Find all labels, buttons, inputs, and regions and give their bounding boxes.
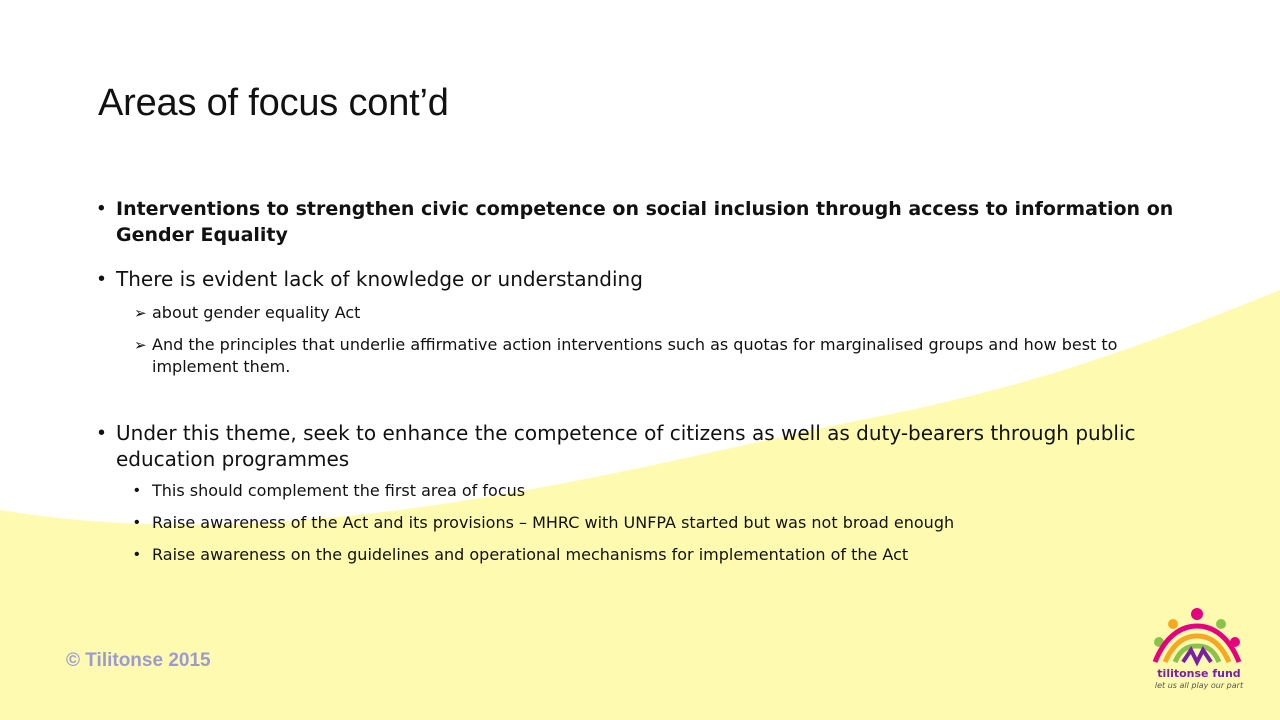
sub-bullet-item: • Raise awareness on the guidelines and operational mechanisms for implementation of the Act [98,544,1183,566]
slide-content [98,196,1183,566]
logo-name: tilitonse fund [1157,667,1241,680]
page-title: Areas of focus cont’d [98,82,449,124]
bullet-item: • Interventions to strengthen civic competence on social inclusion through access to information on Gender Equality [98,196,1183,248]
copyright-footer: © Tilitonse 2015 [66,650,211,671]
sub-bullet-item: • This should complement the first area of focus [98,480,1183,502]
arrow-sub-item: ➢ about gender equality Act [98,302,1183,324]
tilitonse-logo-icon [1145,604,1249,708]
logo-tagline: let us all play our part [1154,681,1244,690]
bullet-item: • Under this theme, seek to enhance the competence of citizens as well as duty-bearers through public education programmes [98,420,1183,472]
sub-bullet-item: • Raise awareness of the Act and its provisions – MHRC with UNFPA started but was not broad enough [98,512,1183,534]
bullet-item: • There is evident lack of knowledge or understanding [98,266,1183,292]
arrow-sub-item: ➢ And the principles that underlie affirmative action interventions such as quotas for marginalised groups and how best to implement them. [98,334,1183,378]
